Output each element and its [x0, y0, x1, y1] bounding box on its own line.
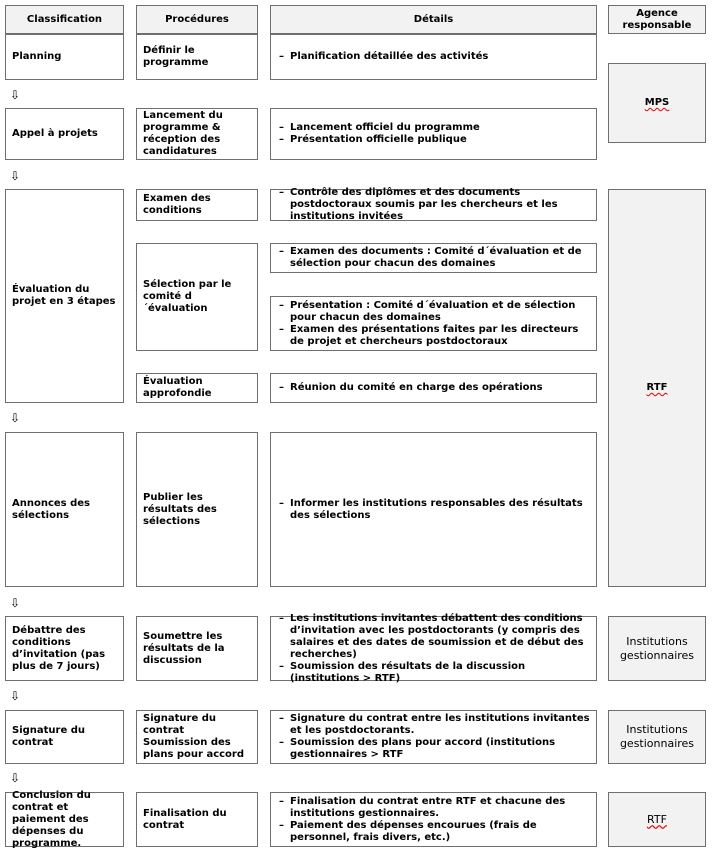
header-details-label: Détails	[413, 13, 454, 25]
details-line: – Planification détaillée des activités	[277, 51, 590, 63]
header-procedures	[136, 5, 258, 34]
details-eval-step1	[270, 189, 597, 221]
classification-debattre-label: Débattre des conditions d’invitation (pas plus de 7 jours)	[12, 624, 106, 672]
classification-planning-label: Planning	[12, 51, 62, 62]
details-line: – Examen des présentations faites par les directeurs de projet et chercheurs postdoctoraux	[277, 324, 590, 348]
details-line: – Finalisation du contrat entre RTF et chacune des institutions gestionnaires.	[277, 796, 590, 820]
classification-signature	[5, 710, 124, 764]
procedure-eval-step3-label: Évaluation approfondie	[143, 376, 212, 399]
details-line: – Soumission des plans pour accord (institutions gestionnaires > RTF	[277, 737, 590, 761]
procedure-planning-label: Définir le programme	[143, 45, 209, 68]
details-eval-step2b	[270, 296, 597, 351]
agency-conclusion	[608, 792, 706, 847]
details-debattre	[270, 612, 597, 684]
classification-conclusion	[5, 789, 124, 849]
classification-debattre	[5, 616, 124, 681]
classification-annonces-label: Annonces des sélections	[12, 497, 91, 521]
agency-debattre-label: Institutions gestionnaires	[619, 634, 695, 662]
details-conclusion	[270, 792, 597, 847]
down-arrow-icon: ⇩	[10, 411, 21, 425]
procedure-eval-step2-label: Sélection par le comité d´évaluation	[143, 279, 232, 314]
procedure-debattre-label: Soumettre les résultats de la discussion	[143, 630, 225, 666]
details-line: – Lancement officiel du programme	[277, 122, 590, 134]
details-signature	[270, 710, 597, 764]
details-eval-step2a	[270, 243, 597, 273]
details-line: – Présentation : Comité d´évaluation et de sélection pour chacun des domaines	[277, 300, 590, 324]
classification-planning	[5, 34, 124, 80]
details-line: – Informer les institutions responsables des résultats des sélections	[277, 498, 590, 522]
details-line: – Soumission des résultats de la discussion (institutions > RTF)	[277, 661, 590, 685]
details-planning	[270, 34, 597, 80]
classification-signature-label: Signature du contrat	[12, 725, 86, 748]
classification-appel	[5, 108, 124, 160]
header-agency	[608, 5, 706, 34]
procedure-planning	[136, 34, 258, 80]
classification-appel-label: Appel à projets	[12, 128, 98, 139]
classification-annonces	[5, 432, 124, 587]
procedure-conclusion-label: Finalisation du contrat	[143, 807, 227, 831]
classification-evaluation	[5, 189, 124, 403]
procedure-eval-step2	[136, 243, 258, 351]
agency-rtf	[608, 189, 706, 587]
down-arrow-icon: ⇩	[10, 771, 21, 785]
details-line: – Contrôle des diplômes et des documents postdoctoraux soumis par les chercheurs et les institutions invitées	[277, 187, 590, 223]
header-procedures-label: Procédures	[165, 13, 229, 25]
agency-debattre	[608, 616, 706, 681]
header-details	[270, 5, 597, 34]
agency-mps-label: MPS	[644, 97, 670, 108]
down-arrow-icon: ⇩	[10, 689, 21, 703]
agency-mps	[608, 63, 706, 143]
procedure-signature-label: Signature du contrat Soumission des plans pour accord	[143, 713, 245, 760]
procedure-conclusion	[136, 792, 258, 847]
procedure-signature	[136, 710, 258, 764]
procedure-eval-step1	[136, 189, 258, 221]
header-classification-label: Classification	[26, 13, 103, 25]
procedure-appel	[136, 108, 258, 160]
details-line: – Les institutions invitantes débattent des conditions d’invitation avec les postdoctorants (y compris des salaires et des dates de soumission et de début des recherches)	[277, 613, 590, 661]
procedure-eval-step1-label: Examen des conditions	[143, 193, 211, 216]
details-line: – Réunion du comité en charge des opérations	[277, 382, 590, 394]
details-line: – Présentation officielle publique	[277, 134, 590, 146]
details-line: – Examen des documents : Comité d´évaluation et de sélection pour chacun des domaines	[277, 246, 590, 270]
classification-evaluation-label: Évaluation du projet en 3 étapes	[12, 284, 116, 307]
details-annonces	[270, 432, 597, 587]
procedure-eval-step3	[136, 373, 258, 403]
procedure-debattre	[136, 616, 258, 681]
procedure-annonces-label: Publier les résultats des sélections	[143, 491, 217, 527]
classification-conclusion-label: Conclusion du contrat et paiement des dépenses du programme.	[12, 789, 91, 849]
agency-signature	[608, 710, 706, 764]
down-arrow-icon: ⇩	[10, 596, 21, 610]
down-arrow-icon: ⇩	[10, 88, 21, 102]
details-eval-step3	[270, 373, 597, 403]
procedure-appel-label: Lancement du programme & réception des candidatures	[143, 110, 223, 157]
agency-conclusion-label: RTF	[647, 812, 667, 826]
procedure-annonces	[136, 432, 258, 587]
agency-rtf-label: RTF	[646, 382, 668, 393]
details-line: – Paiement des dépenses encourues (frais de personnel, frais divers, etc.)	[277, 820, 590, 844]
details-appel	[270, 108, 597, 160]
header-agency-label: Agence responsable	[622, 7, 692, 31]
header-classification	[5, 5, 124, 34]
agency-signature-label: Institutions gestionnaires	[619, 723, 695, 750]
details-line: – Signature du contrat entre les institutions invitantes et les postdoctorants.	[277, 713, 590, 737]
down-arrow-icon: ⇩	[10, 169, 21, 183]
